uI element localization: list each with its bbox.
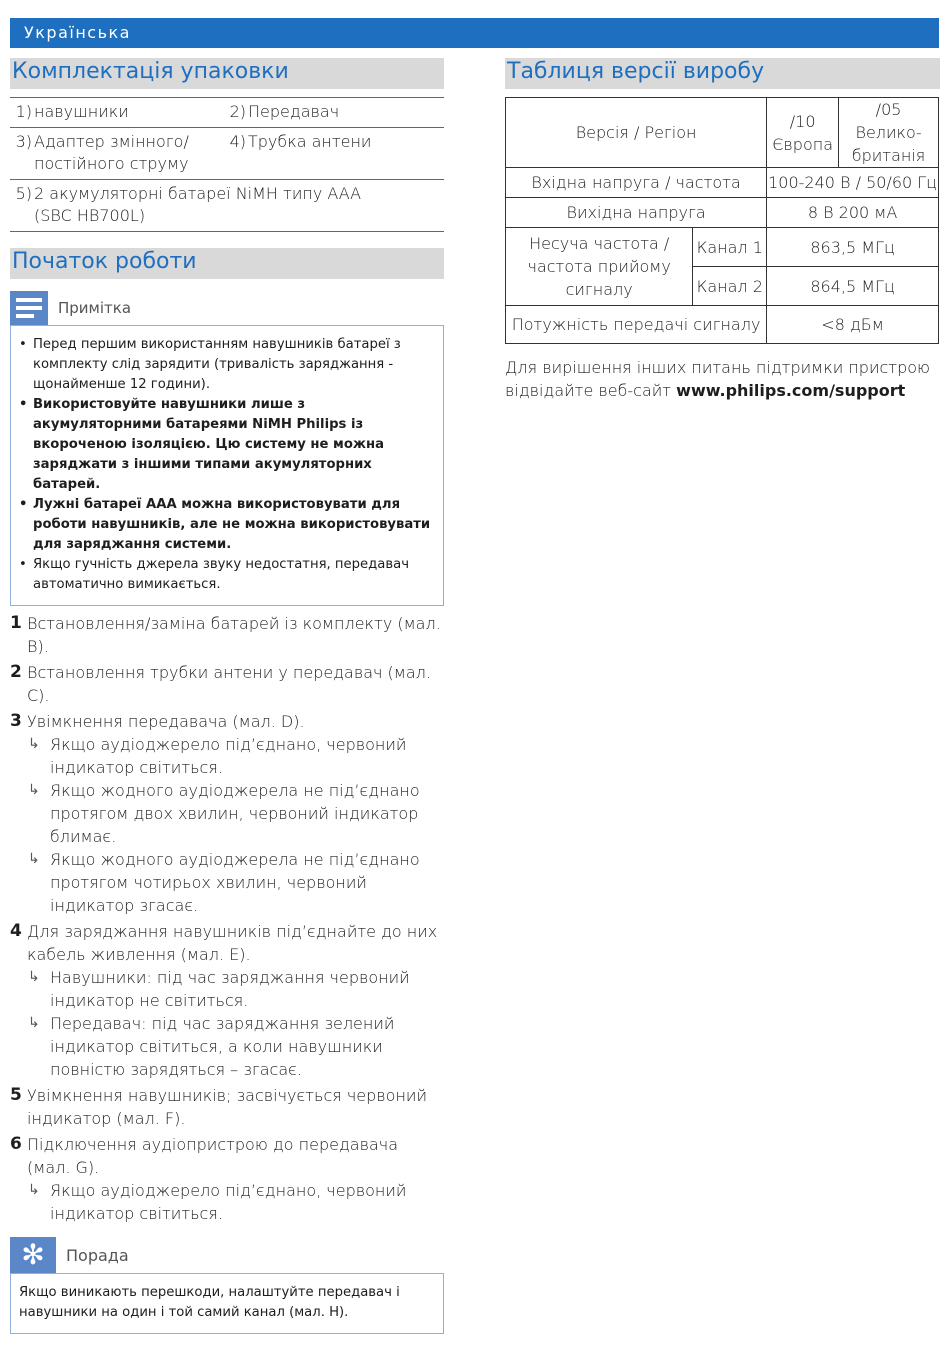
table-cell: Несуча частота / частота прийому сигналу <box>506 228 693 306</box>
result-arrow-icon: ↳ <box>28 969 40 985</box>
right-column <box>505 58 940 402</box>
note-header <box>10 291 444 325</box>
step-number: 5 <box>10 1085 22 1105</box>
note-text: Перед першим використанням навушників батареї з комплекту слід зарядити (тривалість заряджання - щонайменше 12 години). <box>33 337 401 392</box>
step-item <box>10 1084 444 1130</box>
version-table-heading: Таблиця версії виробу <box>505 58 940 89</box>
support-text <box>505 356 940 402</box>
result-arrow-icon: ↳ <box>28 782 40 798</box>
package-row <box>10 180 444 232</box>
left-column <box>10 58 444 1334</box>
note-box <box>10 325 444 606</box>
item-number: 3) <box>15 132 32 151</box>
step-result <box>10 848 444 917</box>
step-text: Встановлення/заміна батарей із комплекту (мал. B). <box>27 614 441 656</box>
step-result <box>10 1012 444 1081</box>
note-text: Використовуйте навушники лише з акумуляторними батареями NiMH Philips із вкороченою ізоляцією. Цю систему не можна заряджати з іншими типами акумуляторних батарей. <box>33 397 385 492</box>
result-text: Якщо аудіоджерело під’єднано, червоний індикатор світиться. <box>50 735 407 777</box>
result-text: Якщо жодного аудіоджерела не під’єднано протягом двох хвилин, червоний індикатор блимає. <box>50 781 420 846</box>
tip-header <box>10 1237 444 1273</box>
note-text: Лужні батареї AAA можна використовувати для роботи навушників, але не можна використовувати для заряджання системи. <box>33 497 431 552</box>
note-label: Примітка <box>58 299 132 317</box>
step-text: Для заряджання навушників під’єднайте до них кабель живлення (мал. E). <box>27 922 438 964</box>
result-arrow-icon: ↳ <box>28 736 40 752</box>
step-number: 2 <box>10 662 22 682</box>
note-item: • Якщо гучність джерела звуку недостатня, передавач автоматично вимикається. <box>19 555 435 595</box>
table-cell: Канал 1 <box>693 228 767 267</box>
table-cell: Потужність передачі сигналу <box>506 306 767 344</box>
result-arrow-icon: ↳ <box>28 1182 40 1198</box>
support-link[interactable]: www.philips.com/support <box>676 381 906 400</box>
table-row <box>506 168 939 198</box>
result-text: Якщо жодного аудіоджерела не під’єднано протягом чотирьох хвилин, червоний індикатор згасає. <box>50 850 420 915</box>
getting-started-heading: Початок роботи <box>10 248 444 279</box>
result-text: Якщо аудіоджерело під’єднано, червоний індикатор світиться. <box>50 1181 407 1223</box>
step-text: Увімкнення передавача (мал. D). <box>27 712 305 731</box>
step-result <box>10 1179 444 1225</box>
step-result <box>10 966 444 1012</box>
result-text: Передавач: під час заряджання зелений індикатор світиться, а коли навушники повністю зарядяться – згасає. <box>50 1014 395 1079</box>
package-item: Трубка антени <box>248 132 372 151</box>
note-item: • Перед першим використанням навушників батареї з комплекту слід зарядити (тривалість заряджання - щонайменше 12 години). <box>19 335 435 395</box>
table-cell: Вихідна напруга <box>506 198 767 228</box>
note-icon <box>10 291 48 325</box>
table-row <box>506 228 939 267</box>
table-cell: 100-240 В / 50/60 Гц <box>767 168 939 198</box>
package-row <box>10 98 444 128</box>
asterisk-icon: ✻ <box>10 1237 56 1273</box>
table-cell: /10 Європа <box>767 98 839 168</box>
package-item: Адаптер змінного/ постійного струму <box>34 132 189 173</box>
table-cell: <8 дБм <box>767 306 939 344</box>
package-item: Передавач <box>248 102 340 121</box>
step-result <box>10 733 444 779</box>
step-item <box>10 920 444 966</box>
table-cell: Канал 2 <box>693 267 767 306</box>
package-item: навушники <box>34 102 129 121</box>
step-item <box>10 661 444 707</box>
step-text: Увімкнення навушників; засвічується червоний індикатор (мал. F). <box>27 1086 427 1128</box>
table-cell: Вхідна напруга / частота <box>506 168 767 198</box>
item-number: 2) <box>229 102 246 121</box>
step-item <box>10 612 444 658</box>
table-cell: 8 В 200 мА <box>767 198 939 228</box>
tip-box: Якщо виникають перешкоди, налаштуйте передавач і навушники на один і той самий канал (мал. H). <box>10 1273 444 1334</box>
note-text: Якщо гучність джерела звуку недостатня, передавач автоматично вимикається. <box>33 557 409 592</box>
tip-label: Порада <box>66 1245 129 1265</box>
package-item: 2 акумуляторні батареї NiMH типу AAA (SBC HB700L) <box>34 184 362 225</box>
table-row <box>506 198 939 228</box>
result-text: Навушники: під час заряджання червоний індикатор не світиться. <box>50 968 410 1010</box>
table-cell: 863,5 МГц <box>767 228 939 267</box>
step-text: Підключення аудіопристрою до передавача (мал. G). <box>27 1135 399 1177</box>
step-number: 1 <box>10 613 22 633</box>
package-contents-heading: Комплектація упаковки <box>10 58 444 89</box>
step-result <box>10 779 444 848</box>
table-cell: Версія / Регіон <box>506 98 767 168</box>
steps-list <box>10 612 444 1225</box>
step-text: Встановлення трубки антени у передавач (мал. C). <box>27 663 431 705</box>
result-arrow-icon: ↳ <box>28 1015 40 1031</box>
note-item: • Використовуйте навушники лише з акумуляторними батареями NiMH Philips із вкороченою ізоляцією. Цю систему не можна заряджати з іншими типами акумуляторних батарей. <box>19 395 435 495</box>
support-message: Для вирішення інших питань підтримки пристрою відвідайте веб-сайт <box>505 358 931 400</box>
item-number: 5) <box>15 184 32 203</box>
language-banner: Українська <box>10 18 939 48</box>
step-number: 3 <box>10 711 22 731</box>
table-cell: /05 Велико-британія <box>839 98 939 168</box>
result-arrow-icon: ↳ <box>28 851 40 867</box>
item-number: 4) <box>229 132 246 151</box>
table-row <box>506 98 939 168</box>
step-number: 4 <box>10 921 22 941</box>
package-row <box>10 128 444 180</box>
step-item <box>10 710 444 733</box>
table-cell: 864,5 МГц <box>767 267 939 306</box>
item-number: 1) <box>15 102 32 121</box>
version-table <box>505 97 939 344</box>
package-contents-table <box>10 97 444 232</box>
step-number: 6 <box>10 1134 22 1154</box>
table-row <box>506 306 939 344</box>
step-item <box>10 1133 444 1179</box>
note-item: • Лужні батареї AAA можна використовувати для роботи навушників, але не можна використовувати для заряджання системи. <box>19 495 435 555</box>
